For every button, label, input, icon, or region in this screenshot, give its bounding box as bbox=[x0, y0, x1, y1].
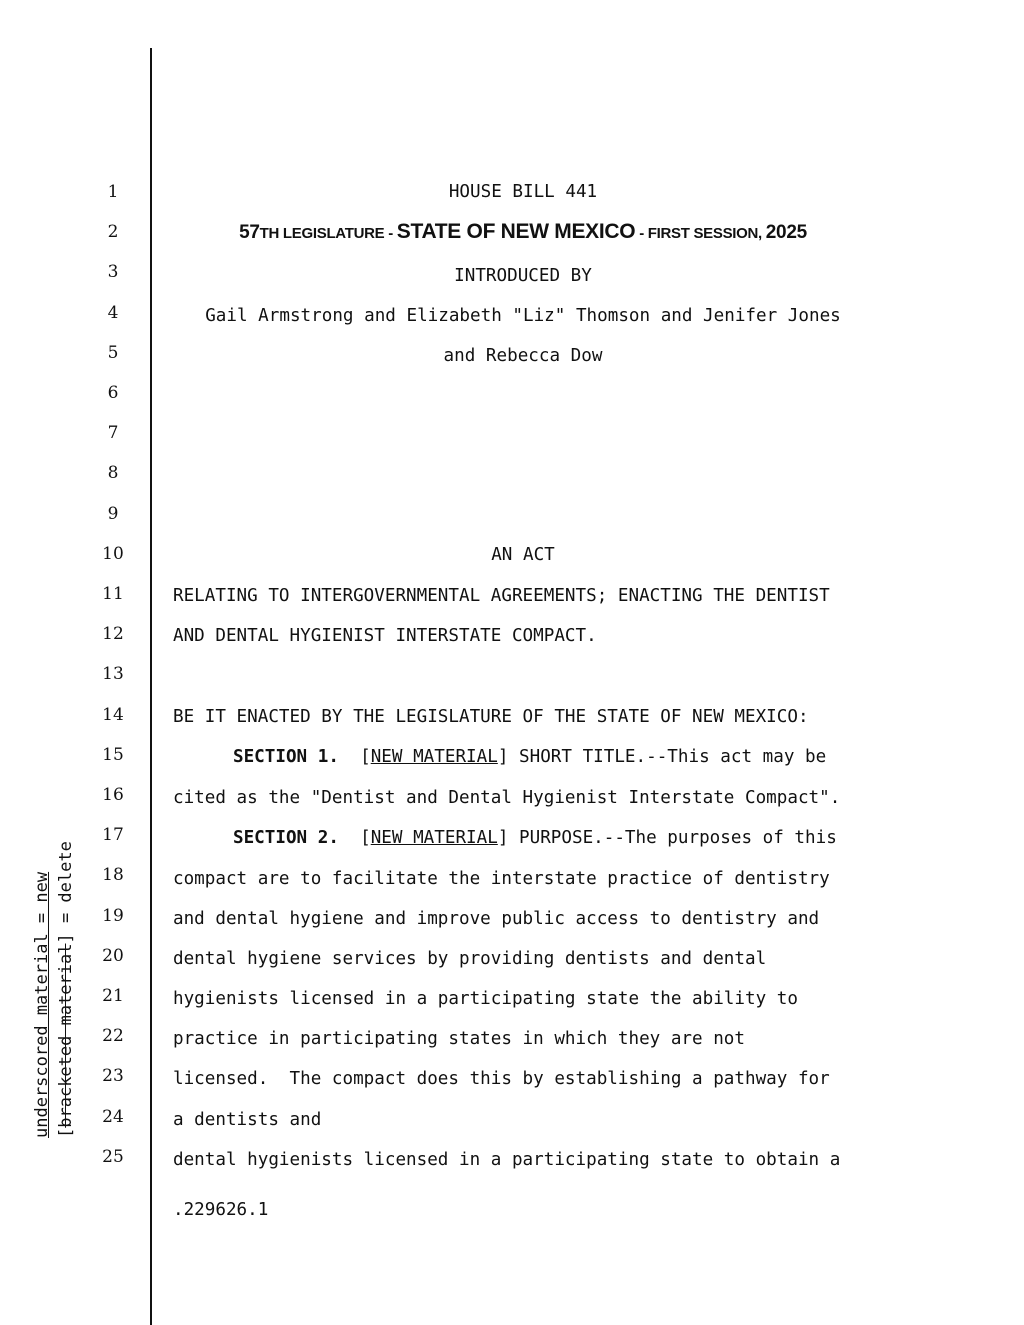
line-number: 11 bbox=[102, 584, 124, 604]
line-number: 21 bbox=[102, 986, 124, 1006]
line-number: 15 bbox=[102, 744, 124, 765]
section-2-line: dental hygiene services by providing dentists and dental bbox=[173, 949, 767, 969]
sponsors-line-1: Gail Armstrong and Elizabeth "Liz" Thomson and Jenifer Jones bbox=[205, 306, 841, 326]
line-number: 7 bbox=[107, 423, 119, 444]
document-code: .229626.1 bbox=[173, 1200, 269, 1220]
section-2-line: a dentists and bbox=[173, 1110, 322, 1130]
line-number: 17 bbox=[102, 825, 124, 846]
section-2-line: hygienists licensed in a participating state the ability to bbox=[173, 989, 798, 1009]
section-1-line-2: cited as the "Dentist and Dental Hygienist Interstate Compact". bbox=[173, 788, 841, 808]
section-2-line: dental hygienists licensed in a participating state to obtain a bbox=[173, 1150, 841, 1170]
line-number: 6 bbox=[107, 383, 119, 403]
introduced-by: INTRODUCED BY bbox=[454, 266, 592, 286]
line-number: 20 bbox=[102, 945, 124, 966]
enacting-clause: BE IT ENACTED BY THE LEGISLATURE OF THE STATE OF NEW MEXICO: bbox=[173, 707, 809, 727]
legislature-line: 57TH LEGISLATURE - STATE OF NEW MEXICO - FIRST SESSION, 2025 bbox=[239, 220, 807, 243]
sponsors-line-2: and Rebecca Dow bbox=[443, 346, 603, 366]
line-number: 22 bbox=[102, 1026, 124, 1047]
line-number: 8 bbox=[107, 463, 119, 484]
line-number: 14 bbox=[102, 704, 124, 725]
margin-rule bbox=[150, 48, 152, 1325]
line-number: 13 bbox=[102, 664, 124, 685]
line-number: 5 bbox=[107, 342, 119, 363]
line-number: 3 bbox=[107, 262, 119, 283]
act-title-line-2: AND DENTAL HYGIENIST INTERSTATE COMPACT. bbox=[173, 626, 597, 646]
line-number: 12 bbox=[102, 624, 124, 645]
line-number: 9 bbox=[107, 503, 119, 524]
line-number: 19 bbox=[102, 905, 124, 926]
line-number: 4 bbox=[107, 302, 119, 323]
line-number: 18 bbox=[102, 865, 124, 886]
line-number: 24 bbox=[102, 1106, 124, 1127]
section-2-line: compact are to facilitate the interstate practice of dentistry bbox=[173, 869, 830, 889]
act-title-line-1: RELATING TO INTERGOVERNMENTAL AGREEMENTS; ENACTING THE DENTIST bbox=[173, 586, 830, 606]
section-2-heading: SECTION 2. [NEW MATERIAL] PURPOSE.--The purposes of this bbox=[233, 828, 837, 848]
margin-legend bbox=[32, 841, 76, 1138]
line-number: 23 bbox=[102, 1066, 124, 1087]
legend-underscored: underscored material = new bbox=[32, 871, 52, 1138]
line-number: 1 bbox=[107, 182, 119, 202]
bill-number: HOUSE BILL 441 bbox=[448, 182, 598, 202]
line-number: 16 bbox=[102, 785, 124, 805]
legend-bracketed: [bracketed material] = delete bbox=[56, 841, 76, 1138]
line-number: 25 bbox=[102, 1146, 124, 1167]
section-1-heading: SECTION 1. [NEW MATERIAL] SHORT TITLE.--This act may be bbox=[233, 747, 827, 767]
section-2-line: and dental hygiene and improve public access to dentistry and bbox=[173, 909, 820, 929]
section-2-line: practice in participating states in which they are not bbox=[173, 1029, 745, 1049]
act-heading: AN ACT bbox=[491, 545, 555, 565]
line-number: 10 bbox=[102, 543, 124, 564]
line-number: 2 bbox=[107, 222, 119, 243]
section-2-line: licensed. The compact does this by establishing a pathway for bbox=[173, 1069, 830, 1089]
